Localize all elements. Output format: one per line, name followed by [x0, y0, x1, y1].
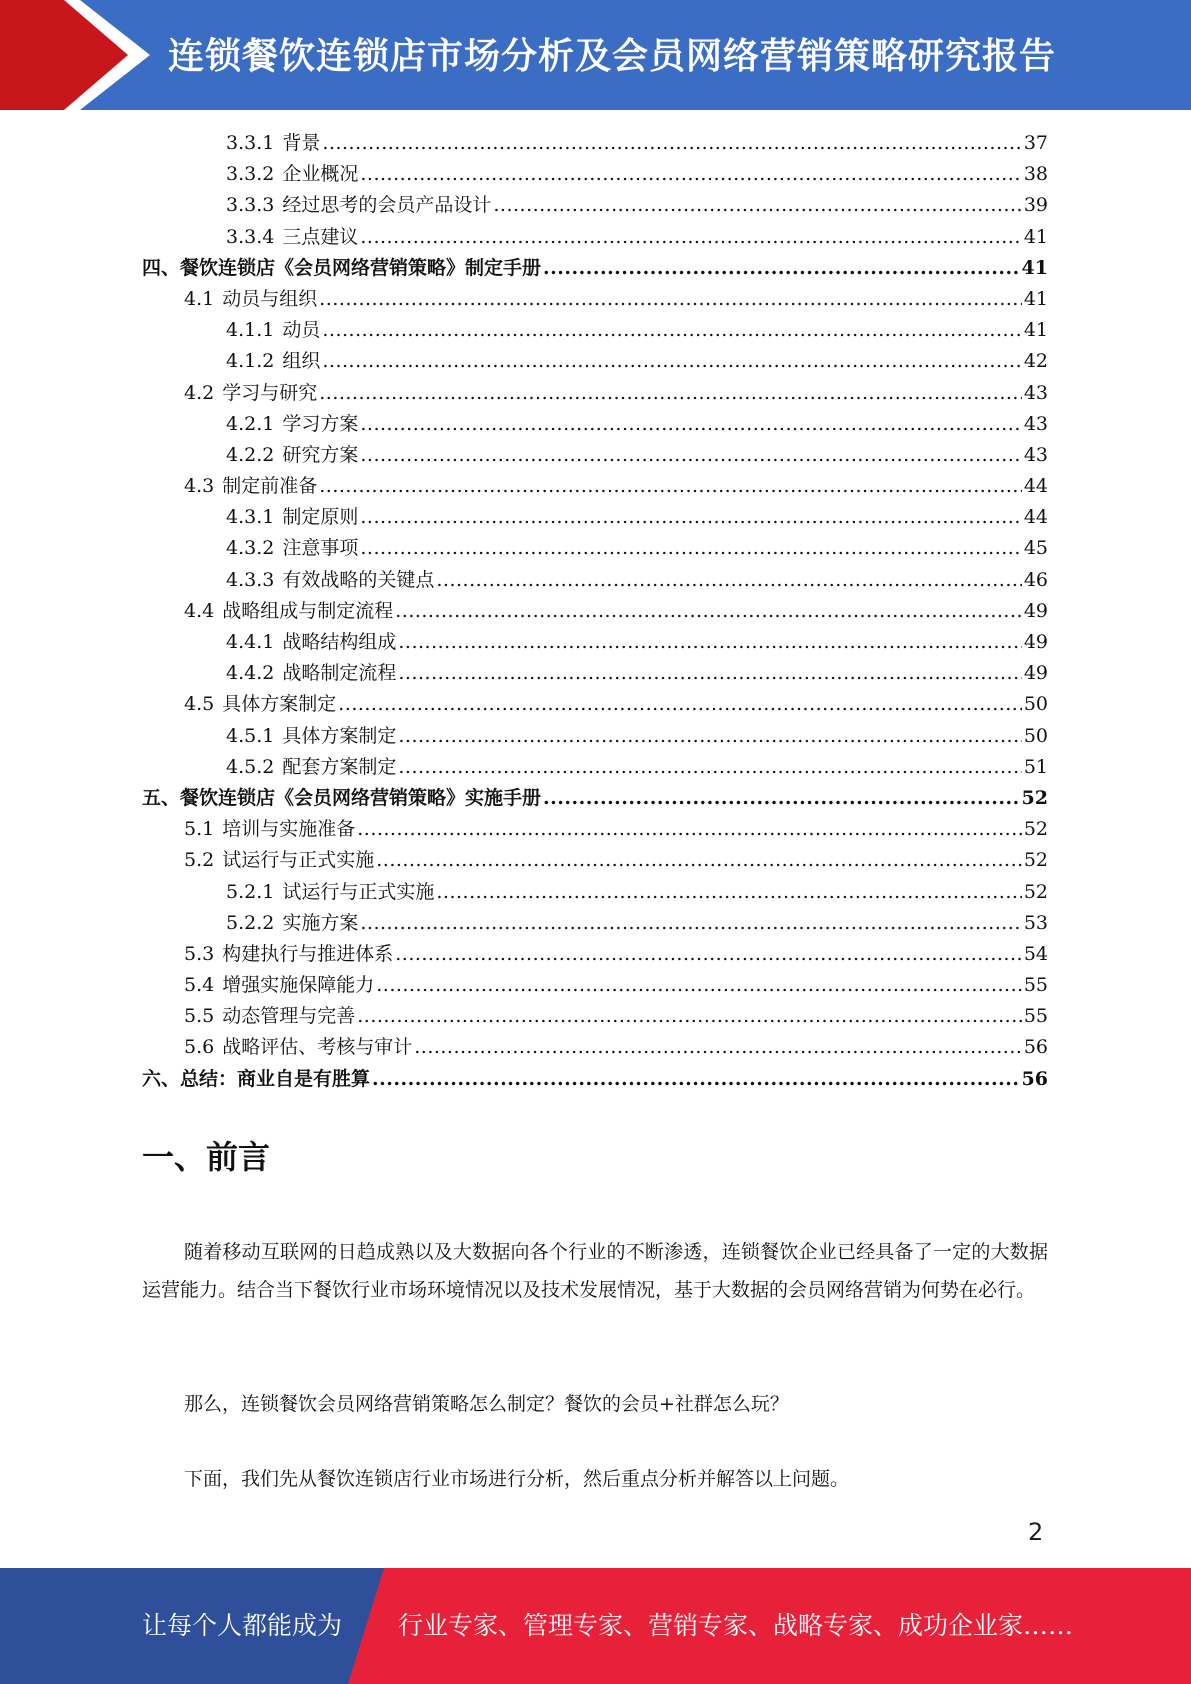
toc-entry-number: 4.3: [184, 475, 215, 498]
toc-dot-leader: [493, 190, 1021, 221]
toc-entry-page: 41: [1023, 287, 1048, 310]
toc-entry-number: 4.1.1: [226, 319, 275, 342]
toc-entry-page: 52: [1023, 849, 1048, 872]
toc-dot-leader: [376, 845, 1022, 876]
toc-entry-number: 3.3.3: [226, 194, 275, 217]
toc-dot-leader: [360, 908, 1021, 939]
toc-entry-number: 六、: [142, 1067, 181, 1090]
toc-entry-number: 5.2.2: [226, 911, 275, 934]
footer-slogan-left: 让每个人都能成为: [142, 1611, 343, 1640]
toc-entry-title: 企业概况: [282, 163, 359, 186]
toc-entry-number: 4.4.2: [226, 662, 275, 685]
toc-entry-page: 43: [1023, 381, 1048, 404]
toc-dot-leader: [319, 378, 1022, 409]
toc-entry-page: 56: [1021, 1067, 1048, 1090]
toc-entry-title: 战略组成与制定流程: [222, 599, 394, 622]
toc-entry-number: 5.3: [184, 942, 215, 965]
toc-entry-title: 制定原则: [282, 506, 359, 529]
toc-dot-leader: [360, 409, 1021, 440]
section-heading: 一、前言: [142, 1138, 271, 1176]
toc-entry-title: 实施方案: [282, 911, 359, 934]
toc-entry[interactable]: [142, 877, 1048, 908]
toc-entry[interactable]: [142, 409, 1048, 440]
footer-slogan-right: 行业专家、管理专家、营销专家、战略专家、成功企业家……: [398, 1611, 1074, 1640]
toc-entry-title: 餐饮连锁店《会员网络营销策略》制定手册: [180, 256, 542, 279]
toc-entry-number: 3.3.1: [226, 132, 275, 154]
toc-entry-title: 动态管理与完善: [222, 1005, 356, 1028]
toc-dot-leader: [414, 1032, 1022, 1063]
toc-entry-title: 制定前准备: [222, 475, 318, 498]
toc-dot-leader: [436, 877, 1021, 908]
toc-entry-number: 3.3.4: [226, 225, 275, 248]
toc-entry-page: 49: [1023, 599, 1048, 622]
toc-entry-title: 有效战略的关键点: [282, 568, 435, 591]
toc-entry[interactable]: [142, 658, 1048, 689]
toc-entry-title: 具体方案制定: [282, 724, 397, 747]
toc-entry-number: 4.2.1: [226, 412, 275, 435]
toc-entry-number: 四、: [142, 256, 181, 279]
toc-dot-leader: [357, 1001, 1022, 1032]
toc-entry-page: 55: [1023, 974, 1048, 997]
toc-entry-page: 50: [1023, 693, 1048, 716]
toc-entry[interactable]: [142, 128, 1048, 159]
toc-dot-leader: [360, 159, 1021, 190]
toc-dot-leader: [357, 814, 1022, 845]
toc-entry[interactable]: [142, 970, 1048, 1001]
toc-entry-page: 44: [1023, 506, 1048, 529]
toc-entry-number: 4.1.2: [226, 350, 275, 373]
toc-entry-number: 5.2: [184, 849, 215, 872]
toc-entry-title: 学习方案: [282, 412, 359, 435]
toc-entry-title: 配套方案制定: [282, 755, 397, 778]
toc-entry[interactable]: [142, 1001, 1048, 1032]
toc-entry-page: 49: [1023, 662, 1048, 685]
toc-entry-page: 56: [1023, 1036, 1048, 1059]
page-header: [0, 0, 1191, 110]
toc-entry-number: 4.3.2: [226, 537, 275, 560]
toc-entry-number: 4.3.1: [226, 506, 275, 529]
toc-entry-number: 4.1: [184, 287, 215, 310]
toc-dot-leader: [543, 783, 1020, 814]
paragraph-question: 那么，连锁餐饮会员网络营销策略怎么制定？餐饮的会员+社群怎么玩？: [184, 1393, 789, 1415]
toc-entry-page: 52: [1023, 880, 1048, 903]
toc-entry-page: 44: [1023, 475, 1048, 498]
toc-dot-leader: [319, 284, 1022, 315]
paragraph-intro: 随着移动互联网的日趋成熟以及大数据向各个行业的不断渗透，连锁餐饮企业已经具备了一定的大数据运营能力。结合当下餐饮行业市场环境情况以及技术发展情况，基于大数据的会员网络营销为何势在必行。: [142, 1241, 1048, 1301]
table-of-contents: [142, 128, 1048, 1095]
toc-entry-number: 4.2.2: [226, 443, 275, 466]
toc-entry[interactable]: [142, 814, 1048, 845]
header-title: 连锁餐饮连锁店市场分析及会员网络营销策略研究报告: [168, 36, 1057, 77]
toc-dot-leader: [436, 565, 1021, 596]
toc-entry[interactable]: [142, 315, 1048, 346]
toc-entry-title: 培训与实施准备: [222, 818, 356, 841]
toc-entry-number: 4.5.1: [226, 724, 275, 747]
toc-entry[interactable]: [142, 533, 1048, 564]
toc-entry[interactable]: [142, 752, 1048, 783]
toc-entry-number: 5.4: [184, 974, 215, 997]
toc-entry-title: 学习与研究: [222, 381, 318, 404]
toc-dot-leader: [322, 128, 1021, 159]
toc-dot-leader: [322, 346, 1021, 377]
toc-entry-number: 5.5: [184, 1005, 215, 1028]
toc-dot-leader: [398, 627, 1021, 658]
toc-entry[interactable]: [142, 346, 1048, 377]
toc-entry[interactable]: [142, 378, 1048, 409]
toc-entry[interactable]: [142, 440, 1048, 471]
toc-dot-leader: [338, 689, 1022, 720]
toc-dot-leader: [543, 253, 1020, 284]
toc-entry-title: 战略评估、考核与审计: [222, 1036, 413, 1059]
toc-entry-page: 46: [1023, 568, 1048, 591]
toc-entry-number: 4.4: [184, 599, 215, 622]
toc-dot-leader: [319, 471, 1022, 502]
toc-dot-leader: [398, 658, 1021, 689]
toc-entry-page: 54: [1023, 942, 1048, 965]
toc-entry-title: 动员与组织: [222, 287, 318, 310]
toc-entry[interactable]: [142, 565, 1048, 596]
toc-entry[interactable]: [142, 721, 1048, 752]
toc-dot-leader: [398, 752, 1021, 783]
page-number: 2: [1028, 1518, 1044, 1546]
toc-dot-leader: [360, 222, 1021, 253]
toc-entry[interactable]: [142, 284, 1048, 315]
toc-entry-title: 背景: [282, 132, 321, 154]
toc-entry-title: 组织: [282, 350, 321, 373]
toc-dot-leader: [360, 533, 1021, 564]
toc-entry[interactable]: [142, 253, 1048, 284]
toc-entry-page: 38: [1023, 163, 1048, 186]
toc-entry-title: 三点建议: [282, 225, 359, 248]
toc-entry-title: 总结：商业自是有胜算: [180, 1067, 371, 1090]
toc-entry[interactable]: [142, 190, 1048, 221]
toc-entry-page: 52: [1023, 818, 1048, 841]
toc-entry-title: 动员: [282, 319, 321, 342]
toc-entry-title: 注意事项: [282, 537, 359, 560]
toc-dot-leader: [395, 596, 1022, 627]
toc-entry[interactable]: [142, 939, 1048, 970]
toc-dot-leader: [372, 1064, 1020, 1095]
toc-entry-title: 试运行与正式实施: [222, 849, 375, 872]
toc-entry-page: 55: [1023, 1005, 1048, 1028]
toc-dot-leader: [322, 315, 1021, 346]
toc-entry[interactable]: [142, 222, 1048, 253]
paragraph-outline: 下面，我们先从餐饮连锁店行业市场进行分析，然后重点分析并解答以上问题。: [184, 1468, 850, 1490]
toc-entry[interactable]: [142, 1032, 1048, 1063]
toc-entry-page: 41: [1023, 225, 1048, 248]
toc-entry[interactable]: [142, 908, 1048, 939]
toc-entry[interactable]: [142, 159, 1048, 190]
toc-entry-title: 餐饮连锁店《会员网络营销策略》实施手册: [180, 786, 542, 809]
toc-entry-page: 42: [1023, 350, 1048, 373]
toc-entry-number: 五、: [142, 786, 181, 809]
toc-entry[interactable]: [142, 502, 1048, 533]
toc-entry-page: 53: [1023, 911, 1048, 934]
toc-entry-title: 构建执行与推进体系: [222, 942, 394, 965]
toc-entry[interactable]: [142, 845, 1048, 876]
toc-entry-title: 具体方案制定: [222, 693, 337, 716]
toc-entry-number: 5.6: [184, 1036, 215, 1059]
toc-entry-page: 41: [1023, 319, 1048, 342]
toc-entry-page: 43: [1023, 412, 1048, 435]
toc-dot-leader: [398, 721, 1021, 752]
toc-entry[interactable]: [142, 1064, 1048, 1095]
toc-entry-number: 4.5.2: [226, 755, 275, 778]
toc-entry-page: 39: [1023, 194, 1048, 217]
toc-entry-title: 研究方案: [282, 443, 359, 466]
toc-entry-number: 4.4.1: [226, 631, 275, 653]
toc-dot-leader: [395, 939, 1022, 970]
toc-entry-number: 5.2.1: [226, 880, 275, 903]
toc-entry-page: 51: [1023, 755, 1048, 778]
toc-entry-number: 4.3.3: [226, 568, 275, 591]
toc-entry-title: 试运行与正式实施: [282, 880, 435, 903]
toc-dot-leader: [376, 970, 1022, 1001]
toc-entry-number: 4.5: [184, 693, 215, 716]
toc-entry-page: 50: [1023, 724, 1048, 747]
toc-entry-number: 5.1: [184, 818, 215, 841]
toc-entry-page: 45: [1023, 537, 1048, 560]
toc-entry-title: 增强实施保障能力: [222, 974, 375, 997]
toc-entry-page: 43: [1023, 443, 1048, 466]
toc-entry[interactable]: [142, 689, 1048, 720]
toc-entry-page: 52: [1021, 786, 1048, 809]
page-footer: [0, 1568, 1191, 1684]
toc-entry[interactable]: [142, 627, 1048, 658]
toc-entry-page: 41: [1021, 256, 1048, 279]
toc-entry-title: 经过思考的会员产品设计: [282, 194, 492, 217]
toc-entry[interactable]: [142, 596, 1048, 627]
toc-dot-leader: [360, 502, 1021, 533]
toc-entry-title: 战略结构组成: [282, 631, 397, 653]
toc-entry-number: 4.2: [184, 381, 215, 404]
toc-dot-leader: [360, 440, 1021, 471]
toc-entry[interactable]: [142, 471, 1048, 502]
toc-entry-number: 3.3.2: [226, 163, 275, 186]
toc-entry-page: 49: [1023, 631, 1048, 653]
toc-entry-page: 37: [1023, 132, 1048, 154]
toc-entry-title: 战略制定流程: [282, 662, 397, 685]
toc-entry[interactable]: [142, 783, 1048, 814]
